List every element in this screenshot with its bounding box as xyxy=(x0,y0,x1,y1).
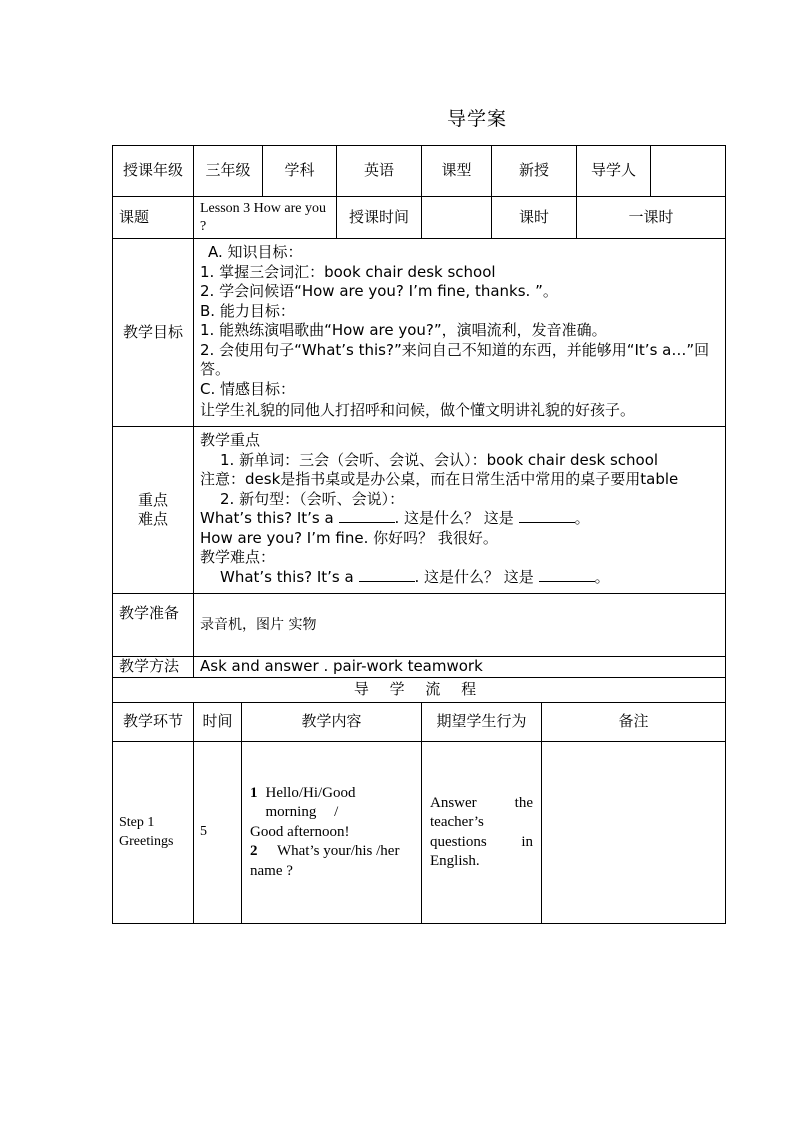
key-points-line xyxy=(200,509,719,529)
flow-title-row xyxy=(113,678,726,703)
header-row xyxy=(113,146,726,197)
topic-label: 课题 xyxy=(113,197,194,239)
answer-blank xyxy=(539,569,595,582)
period-label: 课时 xyxy=(492,197,577,239)
sentence-text: . 这是什么？ 这是 xyxy=(414,567,534,586)
step1-name-line: Greetings xyxy=(119,833,174,849)
preparation-label: 教学准备 xyxy=(113,594,194,657)
flow-header-row xyxy=(113,703,726,742)
step1-content-text: Hello/Hi/Good morning / xyxy=(265,784,356,821)
answer-blank xyxy=(519,510,575,523)
sentence-text: . 这是什么？ 这是 xyxy=(394,509,514,527)
objectives-line: A. 知识目标： xyxy=(208,243,303,261)
type-label: 课型 xyxy=(422,146,492,197)
flow-header-step: 教学环节 xyxy=(113,703,194,742)
flow-header-note: 备注 xyxy=(542,703,726,742)
methods-label: 教学方法 xyxy=(113,657,194,678)
objectives-line: 让学生礼貌的同他人打招呼和问候，做个懂文明讲礼貌的好孩子。 xyxy=(200,401,636,419)
lesson-plan-table xyxy=(112,145,726,924)
preparation-value: 录音机，图片 实物 xyxy=(194,594,726,657)
objectives-label: 教学目标 xyxy=(113,239,194,427)
page-title: 导学案 xyxy=(446,108,507,130)
key-points-line: 注意：desk是指书桌或是办公桌，而在日常生活中常用的桌子要用table xyxy=(200,470,679,488)
key-points-line: 教学重点 xyxy=(200,431,261,449)
time-value xyxy=(422,197,492,239)
step1-name xyxy=(113,742,194,924)
methods-row xyxy=(113,657,726,678)
key-points-label-2: 难点 xyxy=(137,510,168,528)
sentence-text: What’s this? It’s a xyxy=(200,509,334,527)
time-label: 授课时间 xyxy=(337,197,422,239)
objectives-line: 1. 掌握三会词汇：book chair desk school xyxy=(200,262,496,281)
key-points-line: 教学难点： xyxy=(200,548,276,566)
teacher-label: 导学人 xyxy=(577,146,651,197)
objectives-line: 2. 学会问候语“How are you? I’m fine, thanks. ”。 xyxy=(200,282,558,300)
teacher-value xyxy=(651,146,726,197)
step1-content xyxy=(242,742,422,924)
subject-label: 学科 xyxy=(263,146,337,197)
step1-time: 5 xyxy=(194,742,242,924)
preparation-row xyxy=(113,594,726,657)
key-points-label-1: 重点 xyxy=(137,490,168,509)
step1-content-num: 1 xyxy=(250,784,258,801)
topic-value: Lesson 3 How are you ? xyxy=(194,197,337,239)
step1-behavior xyxy=(422,742,542,924)
step1-behavior-line: English. xyxy=(430,853,480,869)
step1-content-text: What’s your/his /her name ? xyxy=(250,843,400,879)
key-points-line: 2. 新句型：（会听、会说）： xyxy=(220,489,405,508)
key-points-line: How are you? I’m fine. 你好吗？ 我很好。 xyxy=(200,528,498,547)
step1-name-line: Step 1 xyxy=(119,815,155,831)
step1-behavior-line: questions in xyxy=(430,833,534,850)
key-points-line xyxy=(200,568,719,588)
objectives-line: B. 能力目标： xyxy=(200,301,295,320)
subject-value: 英语 xyxy=(337,146,422,197)
step1-content-line xyxy=(250,784,413,823)
type-value: 新授 xyxy=(492,146,577,197)
step1-content-num: 2 xyxy=(250,843,258,860)
key-points-line: 1. 新单词：三会（会听、会说、会认）：book chair desk school xyxy=(220,450,659,469)
step1-content-line: Good afternoon! xyxy=(250,823,350,840)
flow-title: 导 学 流 程 xyxy=(113,678,726,703)
answer-blank xyxy=(359,569,415,582)
key-points-content xyxy=(194,427,726,594)
objectives-line: 1. 能熟练演唱歌曲“How are you?”，演唱流利，发音准确。 xyxy=(200,321,607,339)
step1-note xyxy=(542,742,726,924)
sentence-text: 。 xyxy=(594,567,610,586)
period-value: 一课时 xyxy=(577,197,726,239)
answer-blank xyxy=(339,510,395,523)
sentence-text: 。 xyxy=(574,509,590,527)
key-points-row xyxy=(113,427,726,594)
flow-header-time: 时间 xyxy=(194,703,242,742)
step1-row xyxy=(113,742,726,924)
topic-row xyxy=(113,197,726,239)
step1-behavior-line: teacher’s xyxy=(430,814,484,830)
step1-content-line xyxy=(250,842,413,881)
flow-header-content: 教学内容 xyxy=(242,703,422,742)
objectives-row xyxy=(113,239,726,427)
step1-behavior-line: Answer the xyxy=(430,794,534,811)
objectives-content xyxy=(194,239,726,427)
methods-value: Ask and answer . pair-work teamwork xyxy=(194,657,726,678)
grade-label: 授课年级 xyxy=(113,146,194,197)
objectives-line: 2. 会使用句子“What’s this?”来问自己不知道的东西，并能够用“It’s a…”回答。 xyxy=(200,340,710,378)
flow-header-behavior: 期望学生行为 xyxy=(422,703,542,742)
grade-value: 三年级 xyxy=(194,146,263,197)
sentence-text: What’s this? It’s a xyxy=(220,567,354,586)
objectives-line: C. 情感目标： xyxy=(200,379,296,398)
key-points-label xyxy=(113,427,194,594)
